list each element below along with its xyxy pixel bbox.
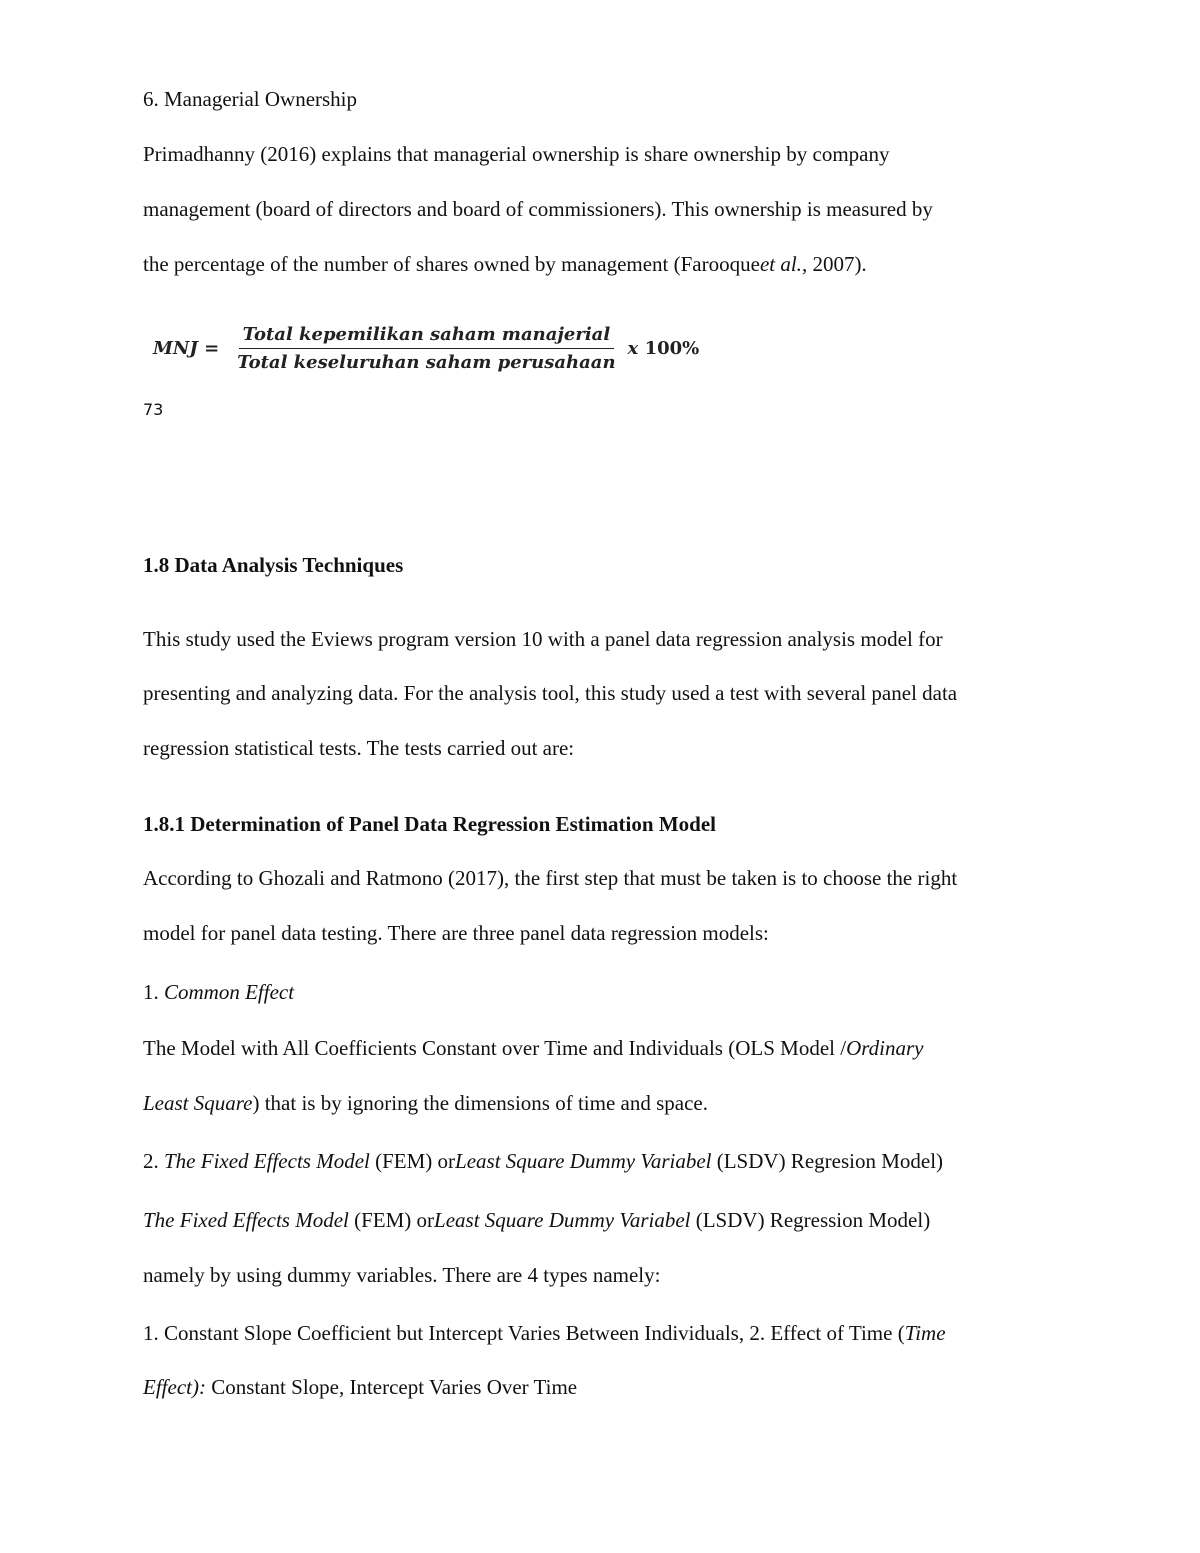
- text-run: (FEM) or: [369, 1149, 456, 1173]
- section-heading-estimation-model: 1.8.1 Determination of Panel Data Regression Estimation Model: [143, 812, 716, 836]
- paragraph-line: This study used the Eviews program version 10 with a panel data regression analysis model for: [143, 627, 943, 651]
- text-run-italic: Time: [904, 1321, 946, 1345]
- text-run: (FEM) or: [348, 1208, 435, 1232]
- text-run: (LSDV) Regresion Model): [711, 1149, 944, 1173]
- text-run-italic: Least Square Dummy Variabel: [434, 1208, 691, 1232]
- paragraph-line: [143, 1035, 923, 1061]
- text-run: ) that is by ignoring the dimensions of time and space.: [252, 1091, 708, 1115]
- section-heading-managerial-ownership: 6. Managerial Ownership: [143, 87, 358, 111]
- list-number: 2.: [143, 1149, 164, 1173]
- text-run-italic: Ordinary: [846, 1036, 924, 1060]
- text-run-italic: Effect):: [143, 1375, 206, 1399]
- paragraph-line: According to Ghozali and Ratmono (2017), the first step that must be taken is to choose the right: [143, 866, 958, 890]
- list-title: Common Effect: [164, 980, 295, 1004]
- text-run: Constant Slope, Intercept Varies Over Time: [205, 1375, 578, 1399]
- paragraph-line: [143, 251, 867, 277]
- paragraph-line: regression statistical tests. The tests carried out are:: [143, 736, 575, 760]
- mnj-formula: [153, 318, 699, 378]
- formula-lhs: MNJ =: [153, 337, 220, 359]
- paragraph-line: [143, 1207, 930, 1233]
- text-run-italic: Least Square: [143, 1091, 253, 1115]
- paragraph-line: model for panel data testing. There are three panel data regression models:: [143, 921, 769, 945]
- paragraph-line: management (board of directors and board of commissioners). This ownership is measured by: [143, 197, 933, 221]
- paragraph-line: [143, 1320, 946, 1346]
- formula-fraction: [233, 324, 619, 373]
- formula-percent: 100%: [644, 337, 700, 359]
- formula-times: x: [627, 337, 639, 359]
- paragraph-line: namely by using dummy variables. There are 4 types namely:: [143, 1263, 661, 1287]
- formula-numerator: Total kepemilikan saham manajerial: [239, 324, 615, 349]
- text-run: 1. Constant Slope Coefficient but Intercept Varies Between Individuals, 2. Effect of Time (: [143, 1321, 905, 1345]
- text-run-italic: The Fixed Effects Model: [143, 1208, 349, 1232]
- paragraph-line: Primadhanny (2016) explains that managerial ownership is share ownership by company: [143, 142, 890, 166]
- formula-denominator: Total keseluruhan saham perusahaan: [237, 351, 616, 373]
- formula-rhs: [628, 338, 700, 359]
- text-run: (LSDV) Regression Model): [690, 1208, 931, 1232]
- list-item-common-effect: [143, 979, 294, 1005]
- list-item-fixed-effects: [143, 1148, 943, 1174]
- text-run: , 2007).: [801, 252, 867, 276]
- text-run-italic: et al.: [759, 252, 802, 276]
- paragraph-line: presenting and analyzing data. For the analysis tool, this study used a test with several panel data: [143, 681, 958, 705]
- list-number: 1.: [143, 980, 164, 1004]
- page-number: 73: [143, 400, 164, 419]
- text-run: The Model with All Coefficients Constant over Time and Individuals (OLS Model /: [143, 1036, 847, 1060]
- paragraph-line: [143, 1090, 708, 1116]
- paragraph-line: [143, 1374, 577, 1400]
- section-heading-data-analysis: 1.8 Data Analysis Techniques: [143, 553, 404, 577]
- text-run: the percentage of the number of shares owned by management (Farooque: [143, 252, 760, 276]
- text-run-italic: Least Square Dummy Variabel: [455, 1149, 712, 1173]
- text-run-italic: The Fixed Effects Model: [164, 1149, 370, 1173]
